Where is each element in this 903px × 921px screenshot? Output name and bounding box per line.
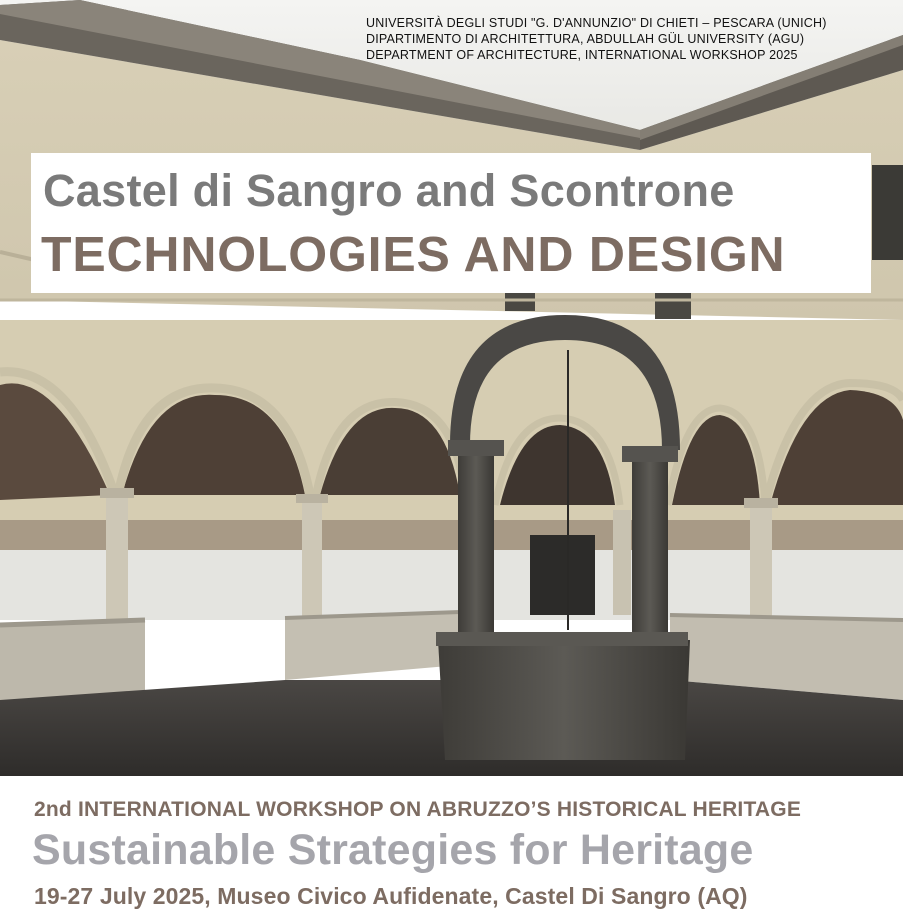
workshop-subtitle: Sustainable Strategies for Heritage	[32, 826, 754, 874]
event-info	[0, 776, 903, 921]
workshop-name: 2nd INTERNATIONAL WORKSHOP ON ABRUZZO’S HISTORICAL HERITAGE	[34, 798, 802, 821]
header-line-departments: DIPARTIMENTO DI ARCHITETTURA, ABDULLAH GÜL UNIVERSITY (AGU)	[366, 32, 805, 46]
title-panel	[31, 153, 871, 293]
organizer-header	[366, 15, 827, 63]
title-locations: Castel di Sangro and Scontrone	[43, 165, 735, 216]
title-theme: TECHNOLOGIES AND DESIGN	[41, 228, 786, 282]
dates-venue: 19-27 July 2025, Museo Civico Aufidenate, Castel Di Sangro (AQ)	[34, 883, 748, 909]
header-line-university: UNIVERSITÀ DEGLI STUDI "G. D'ANNUNZIO" DI CHIETI – PESCARA (UNICH)	[366, 16, 827, 30]
header-line-workshop: DEPARTMENT OF ARCHITECTURE, INTERNATIONAL WORKSHOP 2025	[366, 48, 798, 62]
